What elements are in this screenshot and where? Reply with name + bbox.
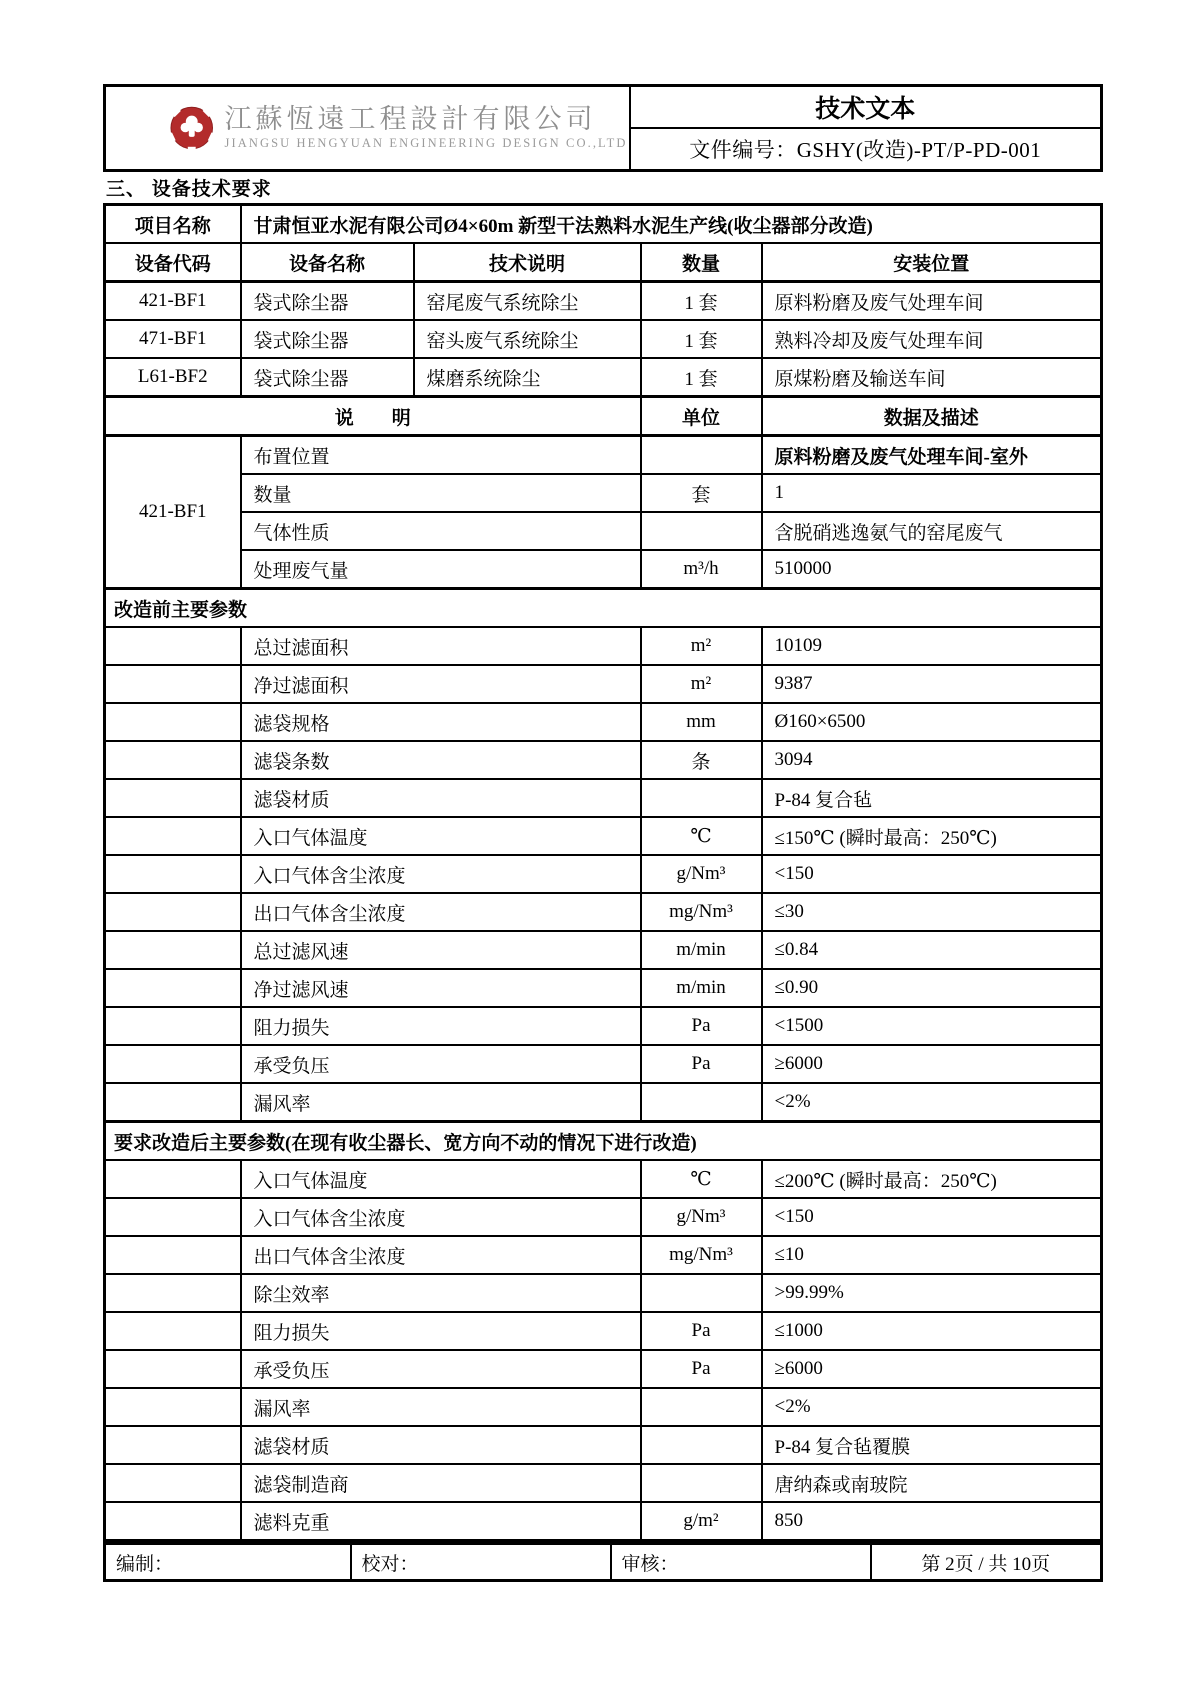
table-row [105,1502,1102,1541]
param-unit-cell [641,1274,762,1312]
param-value-cell: 原料粉磨及废气处理车间-室外 [762,436,1102,475]
param-value-cell: 3094 [762,741,1102,779]
equipment-name-cell: 袋式除尘器 [241,358,414,397]
param-unit-cell: m² [641,665,762,703]
spec-header-data-cell: 数据及描述 [762,397,1102,436]
equipment-desc-cell: 煤磨系统除尘 [414,358,641,397]
table-row [105,1350,1102,1388]
param-unit-cell: g/m² [641,1502,762,1541]
col-header-cell: 设备代码 [105,243,241,282]
empty-code-cell [105,1160,241,1198]
equipment-row [105,320,1102,358]
param-unit-cell [641,1464,762,1502]
param-name-cell: 承受负压 [241,1045,641,1083]
param-value-cell: <150 [762,855,1102,893]
device-param-row [105,512,1102,550]
param-value-cell: ≤1000 [762,1312,1102,1350]
table-row [105,1007,1102,1045]
empty-code-cell [105,1464,241,1502]
param-name-cell: 滤袋制造商 [241,1464,641,1502]
table-row [105,665,1102,703]
table-row [105,1426,1102,1464]
equipment-location-cell: 原煤粉磨及输送车间 [762,358,1102,397]
company-name-block [224,105,627,152]
equipment-location-cell: 原料粉磨及废气处理车间 [762,282,1102,321]
param-unit-cell: 套 [641,474,762,512]
param-unit-cell: mg/Nm³ [641,893,762,931]
param-unit-cell [641,436,762,475]
table-row [105,1160,1102,1198]
proofread-by-cell: 校对： [351,1544,611,1581]
param-value-cell: 唐纳森或南玻院 [762,1464,1102,1502]
param-unit-cell: Pa [641,1312,762,1350]
param-value-cell: <2% [762,1388,1102,1426]
empty-code-cell [105,1312,241,1350]
param-value-cell: ≤150℃ (瞬时最高：250℃) [762,817,1102,855]
table-row [105,703,1102,741]
param-unit-cell: mg/Nm³ [641,1236,762,1274]
param-name-cell: 入口气体含尘浓度 [241,1198,641,1236]
equipment-desc-cell: 窑尾废气系统除尘 [414,282,641,321]
param-unit-cell: Pa [641,1007,762,1045]
param-unit-cell: m/min [641,931,762,969]
table-row [105,1544,1102,1581]
empty-code-cell [105,1350,241,1388]
section-title: 三、 设备技术要求 [106,179,272,200]
empty-code-cell [105,1007,241,1045]
company-name-en: JIANGSU HENGYUAN ENGINEERING DESIGN CO.,LTD [224,136,628,151]
device-param-row [105,550,1102,589]
table-row [105,627,1102,665]
spec-header-desc-cell: 说 明 [105,397,641,436]
param-value-cell: <2% [762,1083,1102,1122]
spec-table [103,203,1103,1542]
project-value-cell: 甘肃恒亚水泥有限公司Ø4×60m 新型干法熟料水泥生产线(收尘器部分改造) [241,205,1102,244]
col-header-cell: 设备名称 [241,243,414,282]
table-row [105,1045,1102,1083]
param-name-cell: 数量 [241,474,641,512]
empty-code-cell [105,893,241,931]
param-unit-cell: mm [641,703,762,741]
table-row [105,1198,1102,1236]
param-name-cell: 布置位置 [241,436,641,475]
param-unit-cell: m/min [641,969,762,1007]
table-row [105,855,1102,893]
equipment-header-row [105,243,1102,282]
table-row [105,86,1102,129]
param-unit-cell [641,779,762,817]
doc-number: 文件编号：GSHY(改造)-PT/P-PD-001 [630,128,1102,171]
param-value-cell: ≤0.84 [762,931,1102,969]
empty-code-cell [105,817,241,855]
param-name-cell: 总过滤面积 [241,627,641,665]
empty-code-cell [105,779,241,817]
param-name-cell: 出口气体含尘浓度 [241,1236,641,1274]
table-row [105,931,1102,969]
param-name-cell: 阻力损失 [241,1312,641,1350]
prepared-by-cell: 编制： [105,1544,351,1581]
table-row [105,969,1102,1007]
param-name-cell: 处理废气量 [241,550,641,589]
table-row [105,893,1102,931]
equipment-code-cell: 421-BF1 [105,282,241,321]
equipment-qty-cell: 1 套 [641,358,762,397]
param-unit-cell: m³/h [641,550,762,589]
table-row [105,779,1102,817]
param-unit-cell [641,512,762,550]
empty-code-cell [105,1236,241,1274]
param-value-cell: 850 [762,1502,1102,1541]
empty-code-cell [105,627,241,665]
device-param-row [105,474,1102,512]
param-name-cell: 承受负压 [241,1350,641,1388]
equipment-location-cell: 熟料冷却及废气处理车间 [762,320,1102,358]
empty-code-cell [105,665,241,703]
project-row [105,205,1102,244]
table-row [105,741,1102,779]
param-value-cell: 含脱硝逃逸氨气的窑尾废气 [762,512,1102,550]
param-name-cell: 滤袋条数 [241,741,641,779]
signature-footer [103,1542,1103,1582]
company-identity [107,103,628,153]
empty-code-cell [105,1274,241,1312]
table-row [105,1388,1102,1426]
table-row [105,1274,1102,1312]
param-unit-cell: m² [641,627,762,665]
param-value-cell: Ø160×6500 [762,703,1102,741]
table-row [105,817,1102,855]
empty-code-cell [105,931,241,969]
company-name-cn: 江蘇恆遠工程設計有限公司 [224,103,597,134]
section-header-row [105,589,1102,628]
param-unit-cell [641,1083,762,1122]
param-value-cell: ≥6000 [762,1350,1102,1388]
param-name-cell: 气体性质 [241,512,641,550]
reviewed-by-cell: 审核： [611,1544,871,1581]
equipment-code-cell: 471-BF1 [105,320,241,358]
param-name-cell: 净过滤风速 [241,969,641,1007]
equipment-qty-cell: 1 套 [641,320,762,358]
param-name-cell: 净过滤面积 [241,665,641,703]
param-value-cell: >99.99% [762,1274,1102,1312]
empty-code-cell [105,855,241,893]
empty-code-cell [105,969,241,1007]
equipment-qty-cell: 1 套 [641,282,762,321]
col-header-cell: 数量 [641,243,762,282]
equipment-name-cell: 袋式除尘器 [241,320,414,358]
empty-code-cell [105,1388,241,1426]
param-name-cell: 出口气体含尘浓度 [241,893,641,931]
param-name-cell: 滤料克重 [241,1502,641,1541]
section-header-row [105,1122,1102,1161]
company-logo-cell [105,86,630,171]
param-name-cell: 漏风率 [241,1083,641,1122]
param-unit-cell [641,1388,762,1426]
param-value-cell: ≥6000 [762,1045,1102,1083]
param-name-cell: 总过滤风速 [241,931,641,969]
table-row [105,1236,1102,1274]
equipment-row [105,282,1102,321]
table-row [105,1312,1102,1350]
document-header [103,84,1103,172]
param-name-cell: 除尘效率 [241,1274,641,1312]
empty-code-cell [105,1502,241,1541]
empty-code-cell [105,703,241,741]
empty-code-cell [105,1426,241,1464]
param-value-cell: ≤0.90 [762,969,1102,1007]
equipment-code-cell: L61-BF2 [105,358,241,397]
col-header-cell: 安装位置 [762,243,1102,282]
param-value-cell: P-84 复合毡 [762,779,1102,817]
equipment-row [105,358,1102,397]
section-header-cell: 要求改造后主要参数(在现有收尘器长、宽方向不动的情况下进行改造) [105,1122,1102,1161]
spec-header-row [105,397,1102,436]
param-unit-cell: Pa [641,1045,762,1083]
empty-code-cell [105,1045,241,1083]
param-value-cell: <150 [762,1198,1102,1236]
param-value-cell: 9387 [762,665,1102,703]
page-number-cell: 第 2页 / 共 10页 [871,1544,1102,1581]
param-value-cell: 510000 [762,550,1102,589]
param-value-cell: ≤10 [762,1236,1102,1274]
param-unit-cell: 条 [641,741,762,779]
param-value-cell: ≤30 [762,893,1102,931]
param-unit-cell: Pa [641,1350,762,1388]
param-name-cell: 滤袋材质 [241,1426,641,1464]
empty-code-cell [105,741,241,779]
param-value-cell: <1500 [762,1007,1102,1045]
param-unit-cell: g/Nm³ [641,855,762,893]
param-name-cell: 阻力损失 [241,1007,641,1045]
empty-code-cell [105,1083,241,1122]
spec-header-unit-cell: 单位 [641,397,762,436]
section-header-cell: 改造前主要参数 [105,589,1102,628]
param-value-cell: P-84 复合毡覆膜 [762,1426,1102,1464]
device-param-row [105,436,1102,475]
param-name-cell: 入口气体温度 [241,817,641,855]
company-logo-icon [169,103,214,153]
param-unit-cell: g/Nm³ [641,1198,762,1236]
table-row [105,1083,1102,1122]
param-value-cell: 1 [762,474,1102,512]
empty-code-cell [105,1198,241,1236]
table-row [105,1464,1102,1502]
device-code-cell: 421-BF1 [105,436,241,589]
equipment-name-cell: 袋式除尘器 [241,282,414,321]
param-unit-cell [641,1426,762,1464]
param-unit-cell: ℃ [641,1160,762,1198]
param-name-cell: 滤袋规格 [241,703,641,741]
param-value-cell: 10109 [762,627,1102,665]
project-label-cell: 项目名称 [105,205,241,244]
doc-type-title: 技术文本 [630,86,1102,129]
param-name-cell: 入口气体温度 [241,1160,641,1198]
param-name-cell: 入口气体含尘浓度 [241,855,641,893]
param-value-cell: ≤200℃ (瞬时最高：250℃) [762,1160,1102,1198]
col-header-cell: 技术说明 [414,243,641,282]
param-name-cell: 滤袋材质 [241,779,641,817]
param-name-cell: 漏风率 [241,1388,641,1426]
param-unit-cell: ℃ [641,817,762,855]
equipment-desc-cell: 窑头废气系统除尘 [414,320,641,358]
